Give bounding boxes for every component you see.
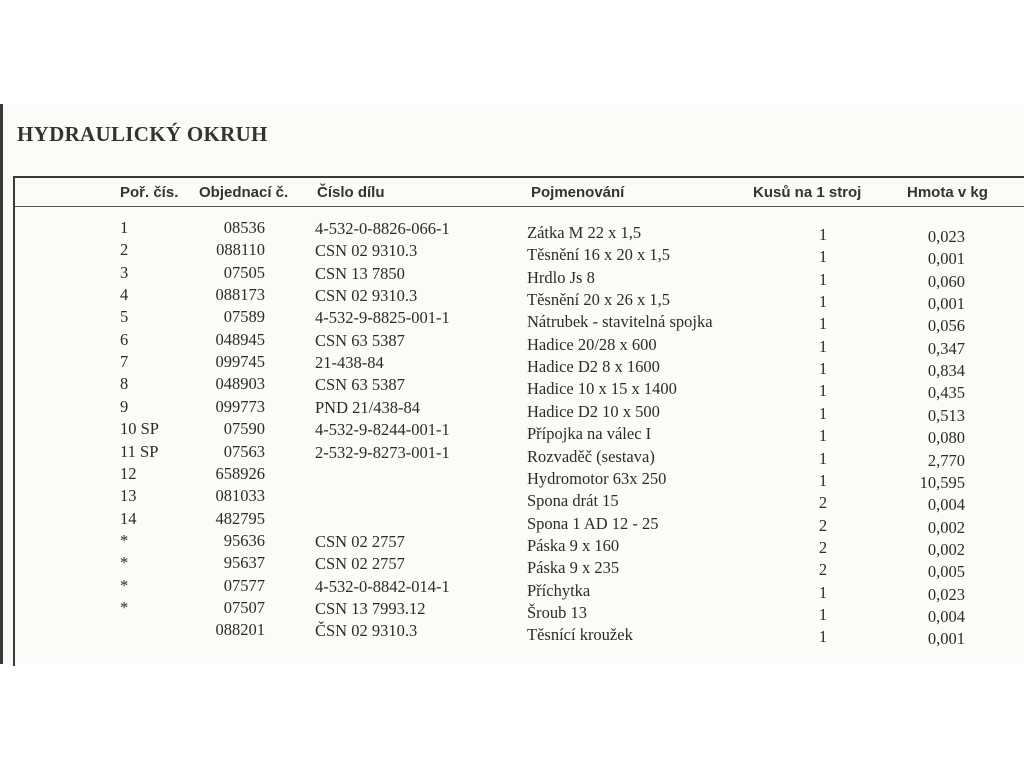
kusu-na-stroj-cell: 1 [818,426,828,446]
cislo-dilu-cell: 4-532-0-8842-014-1 [315,576,450,596]
header-cislo-dilu: Číslo dílu [317,184,385,201]
objednaci-cislo-cell: 099773 [215,396,265,416]
objednaci-cislo-cell: 95636 [223,530,265,550]
cislo-dilu-cell: 4-532-9-8244-001-1 [315,420,450,440]
pojmenovani-cell: Hydromotor 63x 250 [527,468,667,488]
objednaci-cislo-cell: 482795 [215,508,265,528]
poradove-cislo-cell: 7 [120,352,129,372]
pojmenovani-cell: Nátrubek - stavitelná spojka [527,312,713,332]
table-row [3,262,1024,291]
table-row [3,530,1024,559]
cislo-dilu-cell: CSN 13 7850 [315,263,405,283]
hmota-kg-cell: 0,001 [927,294,965,314]
pojmenovani-cell: Hadice D2 8 x 1600 [527,357,660,377]
pojmenovani-cell: Přípojka na válec I [527,424,652,444]
cislo-dilu-cell: CSN 02 9310.3 [315,241,418,261]
kusu-na-stroj-cell: 1 [818,225,828,244]
table-row [3,374,1024,403]
objednaci-cislo-cell: 07590 [223,419,265,439]
table-row [3,441,1024,470]
poradove-cislo-cell: 11 SP [120,441,159,461]
table-row [3,396,1024,425]
cislo-dilu-cell: PND 21/438-84 [315,397,420,417]
objednaci-cislo-cell: 658926 [215,463,265,483]
pojmenovani-cell: Těsnící kroužek [527,625,633,645]
pojmenovani-cell: Páska 9 x 160 [527,535,620,555]
objednaci-cislo-cell: 95637 [223,553,265,573]
kusu-na-stroj-cell: 2 [818,515,828,535]
cislo-dilu-cell: CSN 02 2757 [315,554,405,574]
cislo-dilu-cell: CSN 63 5387 [315,330,405,350]
pojmenovani-cell: Těsnění 16 x 20 x 1,5 [527,245,670,265]
hmota-kg-cell: 10,595 [919,472,965,492]
poradove-cislo-cell: 12 [120,463,137,483]
poradove-cislo-cell: 3 [120,262,129,282]
poradove-cislo-cell: 9 [120,396,129,416]
kusu-na-stroj-cell: 1 [818,582,828,602]
pojmenovani-cell: Hrdlo Js 8 [527,267,595,287]
table-row [3,218,1024,246]
hmota-kg-cell: 0,834 [927,361,965,381]
header-divider [15,206,1024,207]
hmota-kg-cell: 0,435 [927,383,965,403]
pojmenovani-cell: Hadice 10 x 15 x 1400 [527,379,677,399]
objednaci-cislo-cell: 048945 [215,329,265,349]
table-row [3,463,1024,492]
objednaci-cislo-cell: 07589 [223,307,265,327]
hmota-kg-cell: 2,770 [927,450,965,470]
hmota-kg-cell: 0,004 [927,495,965,515]
poradove-cislo-cell: 6 [120,329,129,349]
kusu-na-stroj-cell: 1 [818,269,828,289]
hmota-kg-cell: 0,023 [927,227,965,246]
header-hmota-v-kg: Hmota v kg [907,184,988,201]
poradove-cislo-cell: 14 [120,508,137,528]
cislo-dilu-cell: 21-438-84 [315,353,384,373]
table-row [3,419,1024,448]
kusu-na-stroj-cell: 1 [818,604,828,624]
kusu-na-stroj-cell: 1 [818,627,828,647]
hmota-kg-cell: 0,005 [927,562,965,582]
cislo-dilu-cell: CSN 63 5387 [315,375,405,395]
objednaci-cislo-cell: 088110 [216,240,265,260]
poradove-cislo-cell: 2 [120,240,129,260]
hmota-kg-cell: 0,060 [927,271,965,291]
cislo-dilu-cell: CSN 02 2757 [315,531,405,551]
objednaci-cislo-cell: 07507 [223,597,265,617]
table-row [3,307,1024,336]
hmota-kg-cell: 0,347 [927,338,965,358]
table-row [3,240,1024,269]
pojmenovani-cell: Hadice D2 10 x 500 [527,401,660,421]
kusu-na-stroj-cell: 1 [818,314,828,334]
table-row [3,285,1024,314]
poradove-cislo-cell: 1 [120,218,129,237]
pojmenovani-cell: Spona drát 15 [527,491,619,511]
poradove-cislo-cell: * [120,530,129,550]
table-row [3,597,1024,626]
objednaci-cislo-cell: 088173 [215,285,265,305]
pojmenovani-cell: Šroub 13 [527,602,588,622]
kusu-na-stroj-cell: 1 [818,448,828,468]
objednaci-cislo-cell: 081033 [215,486,265,506]
poradove-cislo-cell: * [120,575,129,595]
hmota-kg-cell: 0,056 [927,316,965,336]
document-title: HYDRAULICKÝ OKRUH [17,122,268,146]
poradove-cislo-cell: 8 [120,374,129,394]
kusu-na-stroj-cell: 1 [818,470,828,490]
poradove-cislo-cell: 10 SP [120,419,159,439]
kusu-na-stroj-cell: 2 [818,537,828,557]
hmota-kg-cell: 0,001 [927,629,965,649]
table-row [3,352,1024,381]
cislo-dilu-cell: CSN 13 7993.12 [315,598,426,618]
objednaci-cislo-cell: 048903 [215,374,265,394]
table-row [3,486,1024,515]
table-row [3,575,1024,604]
poradove-cislo-cell: 4 [120,285,129,305]
pojmenovani-cell: Příchytka [527,580,591,600]
cislo-dilu-cell: ČSN 02 9310.3 [315,621,418,641]
pojmenovani-cell: Spona 1 AD 12 - 25 [527,513,659,533]
header-pojmenovani: Pojmenování [531,184,625,201]
cislo-dilu-cell: CSN 02 9310.3 [315,286,418,306]
objednaci-cislo-cell: 07505 [223,262,265,282]
objednaci-cislo-cell: 088201 [215,620,265,640]
hmota-kg-cell: 0,080 [927,428,965,448]
header-por-cis: Poř. čís. [120,184,179,201]
cislo-dilu-cell: 4-532-0-8826-066-1 [315,219,450,238]
hmota-kg-cell: 0,513 [927,405,965,425]
cislo-dilu-cell: 4-532-9-8825-001-1 [315,308,450,328]
header-kusu-na-1-stroj: Kusů na 1 stroj [753,184,862,201]
pojmenovani-cell: Rozvaděč (sestava) [527,446,655,466]
objednaci-cislo-cell: 07577 [223,575,265,595]
kusu-na-stroj-cell: 1 [818,403,828,423]
table-row [3,620,1024,649]
kusu-na-stroj-cell: 1 [818,359,828,379]
hmota-kg-cell: 0,002 [927,539,965,559]
poradove-cislo-cell: * [120,597,129,617]
table-row [3,329,1024,358]
pojmenovani-cell: Zátka M 22 x 1,5 [527,223,642,242]
hmota-kg-cell: 0,001 [927,249,965,269]
table-row [3,508,1024,537]
poradove-cislo-cell: 13 [120,486,137,506]
cislo-dilu-cell: 2-532-9-8273-001-1 [315,442,450,462]
pojmenovani-cell: Hadice 20/28 x 600 [527,334,657,354]
kusu-na-stroj-cell: 2 [818,493,828,513]
hmota-kg-cell: 0,023 [927,584,965,604]
poradove-cislo-cell: * [120,553,129,573]
kusu-na-stroj-cell: 1 [818,381,828,401]
pojmenovani-cell: Páska 9 x 235 [527,558,620,578]
hmota-kg-cell: 0,002 [927,517,965,537]
kusu-na-stroj-cell: 1 [818,292,828,312]
pojmenovani-cell: Těsnění 20 x 26 x 1,5 [527,290,670,310]
objednaci-cislo-cell: 07563 [223,441,265,461]
hmota-kg-cell: 0,004 [927,606,965,626]
kusu-na-stroj-cell: 1 [818,336,828,356]
document-page [0,104,1024,664]
kusu-na-stroj-cell: 1 [818,247,828,267]
objednaci-cislo-cell: 08536 [223,218,265,237]
header-objednaci-c: Objednací č. [199,184,289,201]
table-row [3,553,1024,582]
kusu-na-stroj-cell: 2 [818,560,828,580]
poradove-cislo-cell: 5 [120,307,129,327]
objednaci-cislo-cell: 099745 [215,352,265,372]
